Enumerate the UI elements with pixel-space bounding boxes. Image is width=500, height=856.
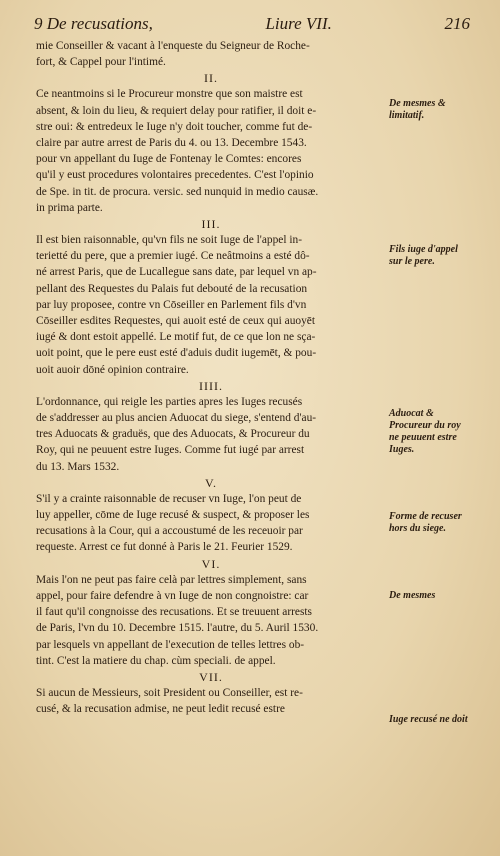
margin-note: De mesmes & limitatif.: [389, 98, 446, 121]
text-line: Mais l'on ne peut pas faire celà par lettres simplement, sans: [36, 573, 307, 586]
text-line: Cōseiller esdites Requestes, qui auoit esté de ceux qui auoyēt: [36, 315, 315, 328]
text-line: uoit point, que le pere eust esté d'aduis dudit iugemēt, & pou-: [36, 347, 317, 360]
text-line: tres Aduocats & graduës, que des Aduocats, & Procureur du: [36, 428, 310, 441]
text-line: Ce neantmoins si le Procureur monstre que son maistre est: [36, 88, 303, 101]
text-line: S'il y a crainte raisonnable de recuser vn Iuge, l'on peut de: [36, 492, 302, 505]
section-number: V.: [204, 475, 218, 490]
section-number: IIII.: [199, 378, 223, 393]
paragraph-7: [36, 685, 386, 717]
paragraph-5: [36, 491, 386, 556]
section-number: III.: [201, 217, 221, 232]
text-line: de s'addresser au plus ancien Aduocat du siege, s'entend d'au-: [36, 412, 317, 425]
text-line: claire par autre arrest de Paris du 4. ou 13. Decembre 1543.: [36, 137, 307, 150]
text-line: du 13. Mars 1532.: [36, 460, 120, 473]
text-line: pour vn appellant du Iuge de Fontenay le Comtes: encores: [36, 153, 302, 166]
text-line: de Spe. in tit. de procura. versic. sed nunquid in medio causæ.: [36, 185, 319, 198]
header-left: 9 De recusations,: [34, 14, 153, 33]
text-line: luy appeller, cōme de Iuge recusé & suspect, & proposer les: [36, 509, 310, 522]
paragraph-2: [36, 86, 386, 216]
text-line: il faut qu'il congnoisse des recusations. Et se treuuent arrests: [36, 606, 312, 619]
paragraph-6: [36, 572, 386, 669]
main-text: [36, 38, 386, 717]
paragraph-4: [36, 394, 386, 475]
text-line: par lesquels vn appellant de l'execution de telles lettres ob-: [36, 638, 305, 651]
text-line: né arrest Paris, que de Lucallegue sans date, par lequel vn ap-: [36, 266, 317, 279]
text-line: Roy, qui ne peuuent estre Iuges. Comme fut iugé par arrest: [36, 444, 305, 457]
text-line: qu'il y eust procedures volontaires precedentes. C'est l'opinio: [36, 169, 314, 182]
text-line: iugé & dont estoit appellé. Le motif fut, de ce que lon ne sça-: [36, 331, 316, 344]
text-line: terietté du pere, que a premier iugé. Ce neâtmoins a esté dô-: [36, 250, 310, 263]
text-line: de Paris, l'vn du 10. Decembre 1515. l'autre, du 5. Auril 1530.: [36, 622, 319, 635]
text-line: recusations à la Cour, qui a accoustumé de les receuoir par: [36, 525, 303, 538]
paragraph-3: [36, 232, 386, 378]
text-line: stre oui: & entredeux le Iuge n'y doit toucher, comme fut de-: [36, 120, 313, 133]
text-line: in prima parte.: [36, 201, 103, 214]
text-line: absent, & loin du lieu, & requiert delay pour ratifier, il doit e-: [36, 104, 317, 117]
margin-note: Aduocat & Procureur du roy ne peuuent estre Iuges.: [389, 408, 461, 455]
section-number: VII.: [199, 669, 223, 684]
text-line: L'ordonnance, qui reigle les parties apres les Iuges recusés: [36, 395, 303, 408]
margin-note: De mesmes: [389, 590, 436, 601]
page-number: 216: [444, 14, 470, 33]
section-number: VI.: [201, 556, 221, 571]
text-line: Si aucun de Messieurs, soit President ou Conseiller, est re-: [36, 686, 303, 699]
running-header: [34, 14, 470, 34]
margin-note: Fils iuge d'appel sur le pere.: [389, 244, 458, 267]
margin-note: Iuge recusé ne doit: [389, 714, 468, 725]
text-line: uoit auoir dōné opinion contraire.: [36, 363, 189, 376]
text-line: tint. C'est la matiere du chap. cùm speciali. de appel.: [36, 654, 276, 667]
text-line: fort, & Cappel pour l'intimé.: [36, 56, 166, 69]
text-line: par luy proposee, contre vn Cōseiller en Parlement fils d'vn: [36, 298, 307, 311]
margin-note: Forme de recuser hors du siege.: [389, 511, 462, 534]
text-line: Il est bien raisonnable, qu'vn fils ne soit Iuge de l'appel in-: [36, 234, 303, 247]
text-line: requeste. Arrest ce fut donné à Paris le 21. Feurier 1529.: [36, 541, 293, 554]
section-number: II.: [204, 71, 218, 86]
header-center: Liure VII.: [265, 14, 332, 33]
text-line: mie Conseiller & vacant à l'enqueste du Seigneur de Roche-: [36, 40, 310, 52]
text-line: cusé, & la recusation admise, ne peut ledit recusé estre: [36, 703, 285, 716]
text-line: appel, pour faire defendre à vn Iuge de non congnoistre: car: [36, 589, 309, 602]
text-line: pellant des Requestes du Palais fut debouté de la recusation: [36, 282, 308, 295]
